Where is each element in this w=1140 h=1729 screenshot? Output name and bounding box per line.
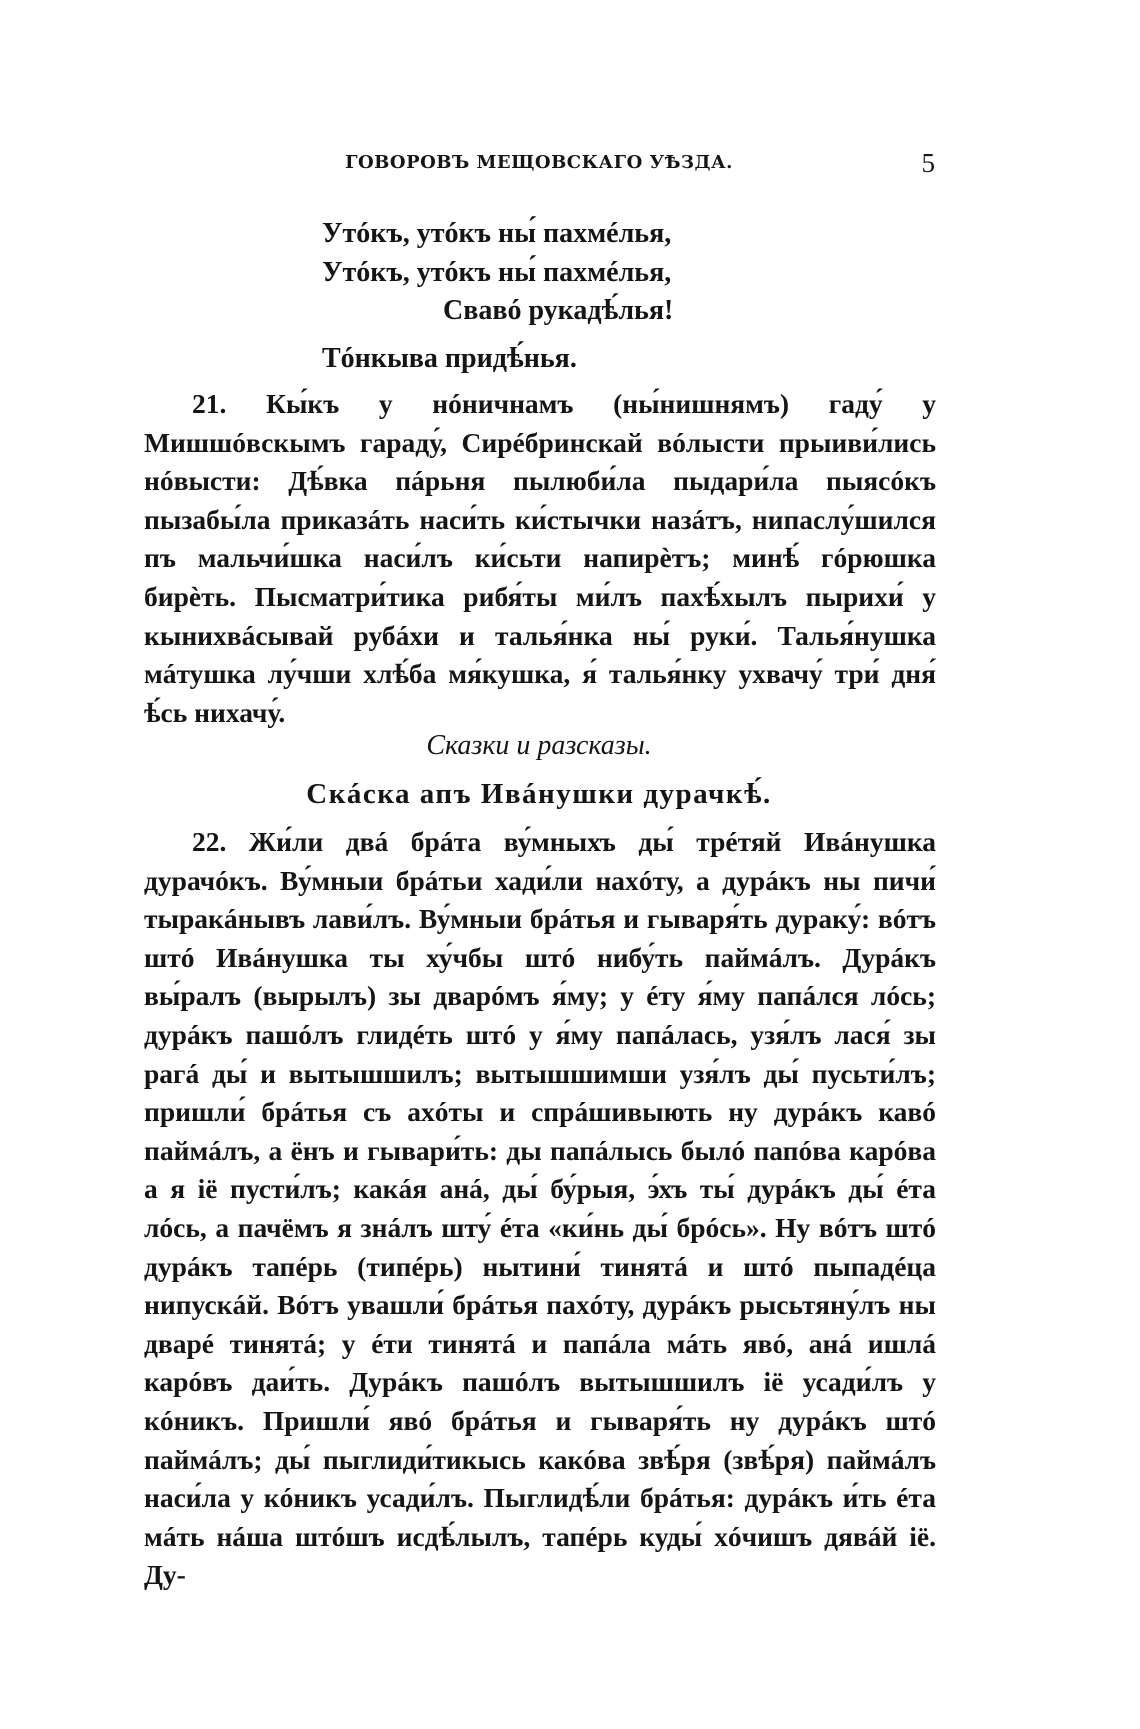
verse-line: Утóкъ, утóкъ ны́ пахмéлья, (322, 256, 672, 288)
verse-block (322, 215, 673, 378)
running-head-title: ГОВОРОВЪ МЕЩОВСКАГО УѢЗДА. (345, 152, 733, 173)
page-number: 5 (921, 148, 935, 178)
paragraph-21 (144, 385, 936, 732)
paragraph-text: 21. Кы́къ у нóничнамъ (ны́нишнямъ) гаду́ у Мишшóвскымъ гараду́, Сирéбринскай вóлысти прыиви́лись нóвысти: Дѣ́вка пáрьня пылюби́ла пыдари́ла пыясóкъ пызабы́ла приказáть наси́ть ки́стычки назáтъ, нипаслу́шился пъ мальчи́шка наси́лъ ки́сьти напирѐтъ; минѣ́ гóрюшка бирѐть. Пысматри́тика рибя́ты ми́лъ пахѣ́хылъ пырихи́ у кынихвáсывай рубáхи и талья́нка ны́ руки́. Талья́нушка мáтушка лу́чши хлѣ́ба мя́кушка, я́ талья́нку ухвачу́ три́ дня́ ѣ́сь нихачу́. (144, 388, 936, 728)
verse-line: Тóнкыва придѣ́нья. (322, 342, 577, 374)
paragraph-22 (144, 823, 936, 1595)
paragraph-text: 22. Жи́ли двá брáта ву́мныхъ ды́ трéтяй Ивáнушка дурачóкъ. Ву́мныи брáтьи хади́ли нахóту, а дурáкъ ны пичи́ тыракáнывъ лави́лъ. Ву́мныи брáтья и гывaря́ть дураку́: вóтъ штó Ивáнушка ты ху́чбы штó нибу́ть паймáлъ. Дурáкъ вы́ралъ (вырылъ) зы дварóмъ я́му; у éту я́му папáлся лóсь; дурáкъ пашóлъ глидéть штó у я́му папáлась, узя́лъ лася́ зы рагá ды́ и вытышшилъ; вытышшимши узя́лъ ды́ пусьти́лъ; пришли́ брáтья съ ахóты и спрáшивыють ну дурáкъ кавó паймáлъ, а ёнъ и гывари́ть: ды папáлысь былó папóва карóва а я iё пусти́лъ; какáя анá, ды́ бу́рыя, э́хъ ты́ дурáкъ ды́ éта лóсь, а пачёмъ я знáлъ шту́ éта «ки́нь ды́ брóсь». Ну вóтъ штó дурáкъ тапéрь (типéрь) нытини́ тинятá и штó пыпадéца нипускáй. Вóтъ увашли́ брáтья пахóту, дурáкъ рысьтяну́лъ ны дварé тинятá; у éти тинятá и папáла мáть явó, анá ишлá карóвъ даи́ть. Дурáкъ пашóлъ вытышшилъ iё усади́лъ у кóникъ. Пришли́ явó брáтья и гывaря́ть ну дурáкъ штó паймáлъ; ды́ пыглиди́тикысь какóва звѣ́ря (звѣ́ря) паймáлъ наси́ла у кóникъ усади́лъ. Пыглидѣ́ли брáтья: дурáкъ и́ть éта мáть нáша штóшъ исдѣ́лылъ, тапéрь куды́ хóчишъ дявáй iё. Ду- (144, 826, 936, 1591)
tale-title: Скáска апъ Ивáнушки дурачкѣ́. (306, 778, 772, 810)
verse-line: Свавó рукадѣ́лья! (443, 295, 674, 326)
verse-line: Утóкъ, утóкъ ны́ пахмéлья, (322, 218, 672, 249)
running-head (143, 148, 935, 180)
section-heading: Сказки и разсказы. (426, 730, 652, 761)
